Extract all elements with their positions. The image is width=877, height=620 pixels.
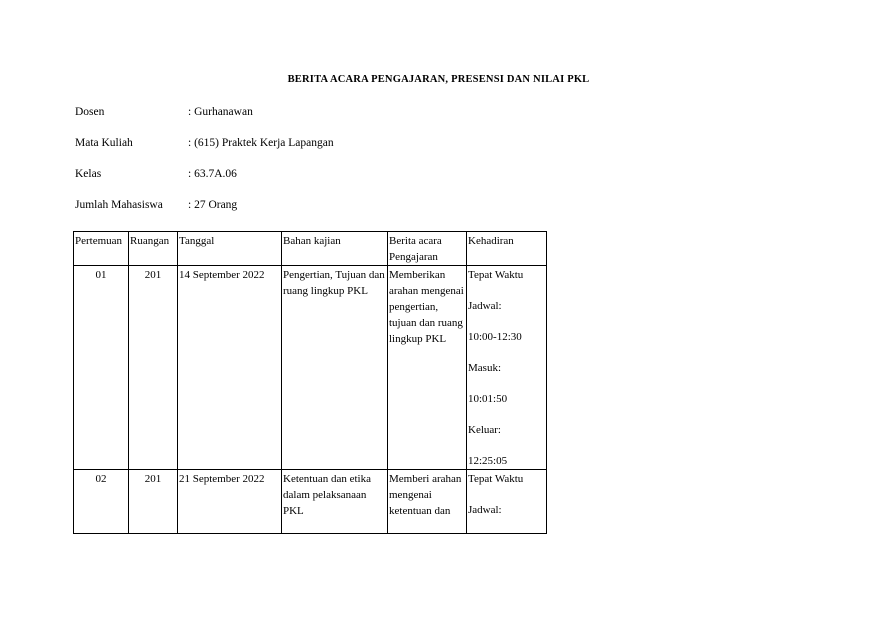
attendance-table [73,231,547,534]
table-row [74,266,547,470]
kehadiran-line: 10:01:50 [468,393,508,405]
cell-kehadiran [467,470,547,534]
cell-bahan-kajian: Ketentuan dan etika dalam pelaksanaan PKL [282,470,388,534]
kehadiran-line: Tepat Waktu [468,473,524,485]
cell-kehadiran [467,266,547,470]
column-header: Tanggal [178,232,282,266]
info-value: : 27 Orang [188,199,238,211]
cell-pertemuan: 01 [74,266,129,470]
kehadiran-line: Tepat Waktu [468,269,524,281]
cell-berita-acara: Memberikan arahan mengenai pengertian, tujuan dan ruang lingkup PKL [388,266,467,470]
info-label: Jumlah Mahasiswa [75,199,163,211]
cell-pertemuan: 02 [74,470,129,534]
column-header: Berita acara Pengajaran [388,232,467,266]
kehadiran-line: Jadwal: [468,504,502,516]
info-value: : Gurhanawan [188,106,253,118]
kehadiran-line: 12:25:05 [468,455,508,467]
info-label: Dosen [75,106,105,118]
cell-ruangan: 201 [129,266,178,470]
cell-tanggal: 21 September 2022 [178,470,282,534]
info-value: : 63.7A.06 [188,168,237,180]
column-header: Kehadiran [467,232,547,266]
cell-berita-acara: Memberi arahan mengenai ketentuan dan [388,470,467,534]
cell-ruangan: 201 [129,470,178,534]
document-title: BERITA ACARA PENGAJARAN, PRESENSI DAN NILAI PKL [287,74,590,85]
info-value: : (615) Praktek Kerja Lapangan [188,137,334,149]
kehadiran-line: Jadwal: [468,300,502,312]
column-header: Ruangan [129,232,178,266]
kehadiran-line: Masuk: [468,362,501,374]
kehadiran-line: 10:00-12:30 [468,331,522,343]
cell-bahan-kajian: Pengertian, Tujuan dan ruang lingkup PKL [282,266,388,470]
column-header: Pertemuan [74,232,129,266]
cell-tanggal: 14 September 2022 [178,266,282,470]
info-label: Mata Kuliah [75,137,133,149]
column-header: Bahan kajian [282,232,388,266]
table-row [74,470,547,534]
table-header-row [74,232,547,266]
info-label: Kelas [75,168,102,180]
kehadiran-line: Keluar: [468,424,501,436]
